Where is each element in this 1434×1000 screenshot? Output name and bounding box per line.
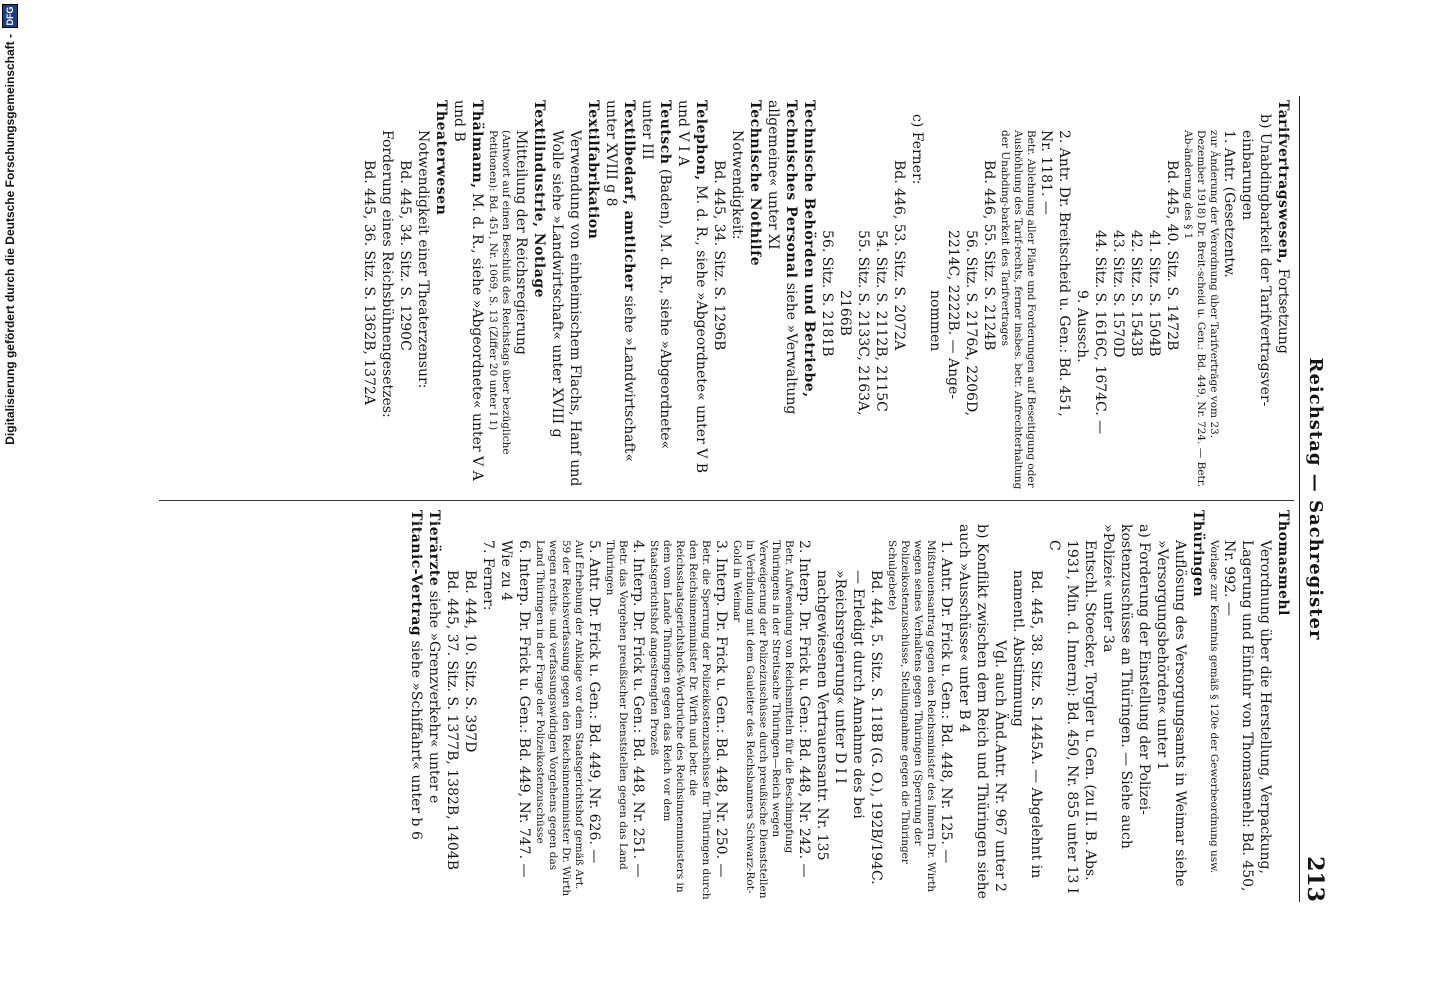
index-entry [818, 100, 836, 490]
index-text: 4. Interp. Dr. Frick u. Gen.: Bd. 448, Nr. 251. — [630, 540, 646, 878]
index-entry [908, 100, 926, 490]
index-text: siehe »Verwaltung allgemeine« unter XI [765, 100, 799, 415]
index-text: siehe »Schiffahrt« unter b 6 [408, 640, 424, 840]
index-text: einbarungen [1239, 130, 1255, 221]
index-entry [998, 100, 1055, 490]
index-keyword: Thomasmehl [1275, 510, 1291, 616]
index-entry [955, 510, 991, 900]
index-entry [443, 510, 461, 900]
index-entry [360, 100, 378, 490]
index-text: 41. Sitz. S. 1504B [1146, 230, 1162, 357]
index-note: Betr. das Vorgehen preußischer Dienststellen gegen das Land Thüringen [604, 540, 629, 870]
index-note: Betr. Aufwendung von Reichsmitteln für die Beschimpfung Thüringens in der Streitsache Thüringen—Reich wegen Verweigerung der Polizeizuschüsse durch preußische Dienststellen in Verbindung mit dem Gauleiter des Reichsbanners Schwarz-Rot-Gold in Weimar [731, 540, 795, 899]
index-text: Auflösung des Versorgungsamts in Weimar siehe »Versorgungsbehörden« unter 1 [1154, 540, 1188, 887]
index-entry [533, 510, 603, 900]
index-keyword: Theaterwesen [433, 100, 449, 216]
index-text: 56. Sitz. S. 2181B [819, 230, 835, 357]
index-keyword: Tierärzte [426, 510, 442, 587]
index-entry [1073, 100, 1091, 490]
index-text: b) Konflikt zwischen dem Reich und Thüringen siehe auch »Ausschüsse« unter B 4 [956, 524, 990, 899]
index-text: Bd. 445, 34. Sitz. S. 1290C [397, 160, 413, 351]
index-note: Betr. Ablehnung aller Pläne und Forderungen auf Beseitigung oder Aushöhlung des Tarif-rechts, ferner insbes. betr. Aufrechterhaltung der Unabding-barkeit des Tarifvertrages [999, 130, 1037, 490]
index-entry [378, 100, 396, 490]
index-entry [1238, 100, 1256, 490]
index-text: 2. Interp. Dr. Frick u. Gen.: Bd. 448, Nr. 242. — [796, 540, 812, 878]
index-text: Bd. 445, 34. Sitz. S. 1296B [711, 160, 727, 351]
index-text: 42. Sitz. S. 1543B [1128, 230, 1144, 357]
index-entry [497, 510, 533, 900]
index-entry [1099, 510, 1153, 900]
index-text: Entschl. Stoecker, Torgler u. Gen. (zu II. B. Abs. 1931, Min. d. Innern): Bd. 450, Nr. 855 unter 13 I C [1046, 540, 1098, 894]
index-note: Betr. die Sperrung der Polizeikostenzuschüsse für Thüringen durch den Reichsinnenminister Dr. Wirth und betr. die Reichsstaatsgerichtshofs-Wortbrüche des Reichsinnenministers in dem vom Lande Thüringen gegen das Reich vor dem Staatsgerichtshof angestrengten Prozeß [648, 540, 712, 900]
index-text: M. d. R., siehe »Abgeordnete« unter V A und B [451, 100, 485, 481]
index-entry [836, 100, 854, 490]
index-entry [674, 100, 710, 490]
index-entry [603, 510, 647, 900]
index-entry [584, 100, 602, 490]
index-entry [638, 100, 674, 490]
index-text: Bd. 445, 38. Sitz. S. 1445A. — Abgelehnt in namentl. Abstimmung [1010, 570, 1044, 879]
index-text: Verwendung von einheimischem Flachs, Hanf und Wolle siehe »Landwirtschaft« unter XVIII g [549, 130, 583, 487]
index-entry [1181, 100, 1238, 490]
index-entry [872, 100, 890, 490]
index-keyword: Textilbedarf, amtlicher [621, 100, 637, 292]
index-entry [530, 100, 548, 490]
index-entry [710, 100, 728, 490]
index-note: Mißtrauensantrag gegen den Reichsminister des Innern Dr. Wirth wegen seines Verhaltens gegen Thüringen (Sperrung der Polizeikostenzuschüsse, Stellungnahme gegen die Thüringer Schulgebete) [886, 540, 937, 893]
index-entry [1127, 100, 1145, 490]
index-entry [1145, 100, 1163, 490]
footer-text: Digitalisierung gefördert durch die Deutsche Forschungsgemeinschaft - [3, 34, 17, 445]
index-keyword: Technische Behörden und Betriebe, Technisches Personal [783, 100, 817, 398]
index-entry [764, 100, 818, 490]
index-keyword: Thüringen [1190, 510, 1206, 598]
index-text: Bd. 445, 40. Sitz. S. 1472B [1164, 160, 1180, 351]
index-text: 1. Antr. (Gesetzentw. [1221, 130, 1237, 278]
index-text: 3. Interp. Dr. Frick u. Gen.: Bd. 448, Nr. 250. — [713, 540, 729, 878]
index-keyword: Textilindustrie, Notlage [531, 100, 547, 299]
index-keyword: Teutsch [657, 100, 673, 165]
index-text: 55. Sitz. S. 2133C, 2163A, [855, 230, 871, 416]
index-text: Bd. 446, 55. Sitz. S. 2124B [981, 160, 997, 351]
right-column [407, 510, 1292, 900]
index-keyword: Tarifvertragswesen, [1275, 100, 1291, 265]
index-entry [728, 100, 746, 490]
index-text: (Baden), M. d. R., siehe »Abgeordnete« unter III [639, 100, 673, 450]
index-text: 6. Interp. Dr. Frick u. Gen.: Bd. 449, Nr. 747. — Wie zu 4 [498, 540, 532, 878]
index-entry [1153, 510, 1189, 900]
index-entry [944, 100, 962, 490]
left-column [360, 100, 1292, 490]
index-entry [450, 100, 486, 490]
index-entry [1274, 100, 1292, 490]
index-text: c) Ferner: [909, 114, 925, 185]
index-entry [746, 100, 764, 490]
index-entry [432, 100, 450, 490]
page-title: Reichstag — Sachregister [1305, 357, 1326, 641]
dfg-logo-icon: DFG [2, 4, 18, 28]
index-text: Bd. 445, 37. Sitz. S. 1377B, 1382B, 1404B [444, 570, 460, 871]
index-text: Bd. 445, 36. Sitz. S. 1362B, 1372A [361, 160, 377, 406]
index-entry [1207, 510, 1274, 900]
footer [0, 0, 28, 1000]
footer-text-row [2, 4, 18, 994]
index-entry [730, 510, 813, 900]
index-note: zur Änderung der Verordnung über Tarifverträge vom 23. Dezember 1918) Dr. Breit-scheid u. Gen.: Bd. 449, Nr. 724. — Betr. Ab-änderung des § 1 [1182, 130, 1220, 487]
index-text: nommen [927, 290, 943, 352]
index-text: 44. Sitz. S. 1616C, 1674C. — [1092, 230, 1108, 435]
index-text: siehe »Grenzverkehr« unter e [426, 590, 442, 804]
index-text: Fortsetzung [1275, 268, 1291, 354]
index-entry [1189, 510, 1207, 900]
index-entry [1091, 100, 1109, 490]
index-text: Nr. 1181. — [1038, 130, 1054, 215]
index-text: 7. Ferner: [480, 540, 496, 611]
index-entry [980, 100, 998, 490]
index-text: Bd. 446, 53. Sitz. S. 2072A [891, 160, 907, 351]
index-entry [890, 100, 908, 490]
index-text: Notwendigkeit einer Theaterzensur: [415, 130, 431, 389]
index-entry [486, 100, 530, 490]
column-divider [159, 500, 1294, 501]
index-text: M. d. R., siehe »Abgeordnete« unter V B und V I A [675, 100, 709, 474]
index-entry [1256, 100, 1274, 490]
index-entry [962, 100, 980, 490]
index-text: Verordnung über die Herstellung, Verpackung, Lagerung und Einfuhr von Thomasmehl: Bd. 450, Nr. 992. — [1221, 540, 1273, 892]
page-number: 213 [1302, 856, 1328, 902]
page-header [1299, 96, 1330, 902]
index-text: b) Unabdingbarkeit der Tarifvertragsver- [1257, 114, 1273, 407]
index-keyword: Titanic-Vertrag [408, 510, 424, 637]
page-content [150, 96, 1330, 902]
index-entry [414, 100, 432, 490]
index-entry [854, 100, 872, 490]
index-entry [813, 510, 885, 900]
index-entry [991, 510, 1009, 900]
index-text: 1. Antr. Dr. Frick u. Gen.: Bd. 448, Nr. 125. — [938, 540, 954, 864]
index-entry [1045, 510, 1099, 900]
index-text: 56. Sitz. S. 2176A, 2206D, [963, 230, 979, 417]
index-text: siehe »Landwirtschaft« unter XVIII g 8 [603, 100, 637, 462]
index-text: 2214C, 2222B. — Ange- [945, 230, 961, 400]
index-entry [1055, 100, 1073, 490]
index-text: Bd. 444, 10. Sitz. S. 397D [462, 570, 478, 753]
index-entry [647, 510, 730, 900]
index-entry [425, 510, 443, 900]
index-text: Vgl. auch Änd.Antr. Nr. 967 unter 2 [992, 640, 1008, 892]
index-text: 43. Sitz. S. 1570D [1110, 230, 1126, 358]
index-note: Vorlage zur Kenntnis gemäß § 120e der Gewerbeordnung usw. [1208, 540, 1220, 874]
scanned-page [150, 96, 1330, 902]
index-text: 2166B [837, 290, 853, 336]
index-entry [407, 510, 425, 900]
index-entry [602, 100, 638, 490]
index-entry [1163, 100, 1181, 490]
index-text: 2. Antr. Dr. Breitscheid u. Gen.: Bd. 451, [1056, 130, 1072, 417]
index-entry [548, 100, 584, 490]
index-entry [461, 510, 479, 900]
index-text: Bd. 444, 5. Sitz. S. 118B (G. O.), 192B/194C. — Erledigt durch Annahme des bei »Reichsregierung« unter D I I nachgewiesenen Vertrauensantr. Nr. 135 [814, 570, 884, 885]
index-text: Forderung eines Reichsbühnengesetzes: [379, 130, 395, 418]
index-entry [885, 510, 955, 900]
index-text: 54. Sitz. S. 2112B, 2115C [873, 230, 889, 412]
index-entry [1009, 510, 1045, 900]
index-keyword: Thälmann, [469, 100, 485, 189]
index-entry [1109, 100, 1127, 490]
index-note: Auf Erhebung der Anklage vor dem Staatsgerichtshof gemäß Art. 59 der Reichsverfassung gegen den Reichsinnenminister Dr. Wirth wegen rechts- und verfassungswidrigen Vorgehens gegen das Land Thüringen in der Frage der Polizeikostenzuschüsse [534, 540, 585, 897]
index-text: Mitteilung der Reichsregierung [513, 130, 529, 355]
index-text: a) Forderung der Einstellung der Polizei-kostenzuschüsse an Thüringen. — Siehe auch »Polizei« unter 3a [1100, 524, 1152, 849]
index-entry [926, 100, 944, 490]
index-text: Notwendigkeit: [729, 130, 745, 240]
index-entry [1274, 510, 1292, 900]
index-text: 5. Antr. Dr. Frick u. Gen.: Bd. 449, Nr. 626. — [586, 540, 602, 864]
index-text: 9. Aussch. [1074, 290, 1090, 363]
index-keyword: Telephon, [693, 100, 709, 181]
index-keyword: Technische Nothilfe [747, 100, 763, 267]
index-entry [479, 510, 497, 900]
index-note: (Antwort auf einen Beschluß des Reichstags über bezügliche Petitionen): Bd. 451, Nr. 1069, S. 13 (Ziffer 20 unter I 1) [487, 130, 512, 455]
index-keyword: Textilfabrikation [585, 100, 601, 240]
index-entry [396, 100, 414, 490]
